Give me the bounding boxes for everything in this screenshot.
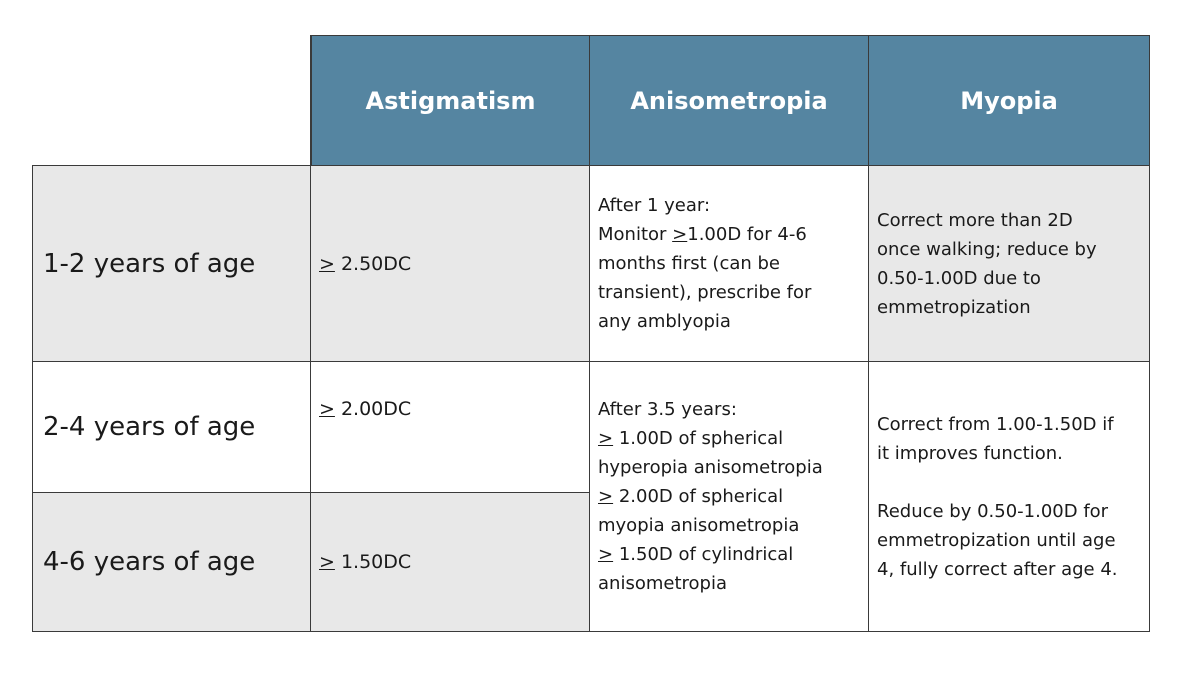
myopia-cell-1-2 (869, 166, 1150, 362)
astigmatism-cell-2-4 (311, 362, 590, 493)
myopia-paragraph-2 (877, 497, 1118, 584)
gte-symbol: > (319, 551, 335, 573)
anisometropia-cell-1-2 (590, 166, 869, 362)
text-fragment: 2.00D of spherical (613, 486, 784, 507)
text-line (598, 540, 823, 569)
astigmatism-value: 2.00DC (334, 398, 412, 420)
gte-symbol: > (598, 544, 614, 565)
astigmatism-value: 1.50DC (334, 551, 412, 573)
text-line: transient), prescribe for (598, 282, 812, 303)
text-line: After 1 year: (598, 195, 711, 216)
anisometropia-cell-2-6 (590, 362, 869, 632)
gte-symbol: > (672, 224, 688, 245)
header-anisometropia: Anisometropia (590, 35, 869, 166)
gte-symbol: > (598, 486, 614, 507)
text-line: Reduce by 0.50-1.00D for (877, 500, 1109, 522)
text-fragment: Monitor (598, 224, 673, 245)
gte-symbol: > (319, 398, 335, 420)
text-fragment: 1.00D of spherical (613, 428, 784, 449)
astigmatism-cell-4-6 (311, 493, 590, 632)
age-cell-4-6: 4-6 years of age (32, 493, 311, 632)
text-line: hyperopia anisometropia (598, 457, 823, 478)
myopia-paragraph-1 (877, 410, 1118, 468)
text-line: After 3.5 years: (598, 399, 737, 420)
text-line: 4, fully correct after age 4. (877, 558, 1118, 580)
text-line: myopia anisometropia (598, 515, 800, 536)
text-line: once walking; reduce by (877, 238, 1097, 260)
text-line (598, 220, 811, 249)
text-line: Correct more than 2D (877, 209, 1073, 231)
astigmatism-value: 2.50DC (334, 252, 412, 275)
text-line: any amblyopia (598, 311, 731, 332)
header-myopia: Myopia (869, 35, 1150, 166)
text-line: anisometropia (598, 573, 727, 594)
header-astigmatism: Astigmatism (311, 35, 590, 166)
text-fragment: 1.50D of cylindrical (613, 544, 794, 565)
gte-symbol: > (319, 252, 335, 275)
text-line: Correct from 1.00-1.50D if (877, 413, 1114, 435)
text-line: emmetropization (877, 296, 1031, 318)
gte-symbol: > (598, 428, 614, 449)
text-fragment: 1.00D for 4-6 (687, 224, 807, 245)
header-corner-cell (32, 35, 311, 166)
guideline-table (32, 35, 1150, 632)
myopia-cell-2-6 (869, 362, 1150, 632)
text-line: 0.50-1.00D due to (877, 267, 1041, 289)
astigmatism-cell-1-2 (311, 166, 590, 362)
text-line: it improves function. (877, 442, 1063, 464)
text-line (598, 424, 823, 453)
text-line (598, 482, 823, 511)
age-cell-2-4: 2-4 years of age (32, 362, 311, 493)
age-cell-1-2: 1-2 years of age (32, 166, 311, 362)
text-line: emmetropization until age (877, 529, 1116, 551)
text-line: months first (can be (598, 253, 780, 274)
